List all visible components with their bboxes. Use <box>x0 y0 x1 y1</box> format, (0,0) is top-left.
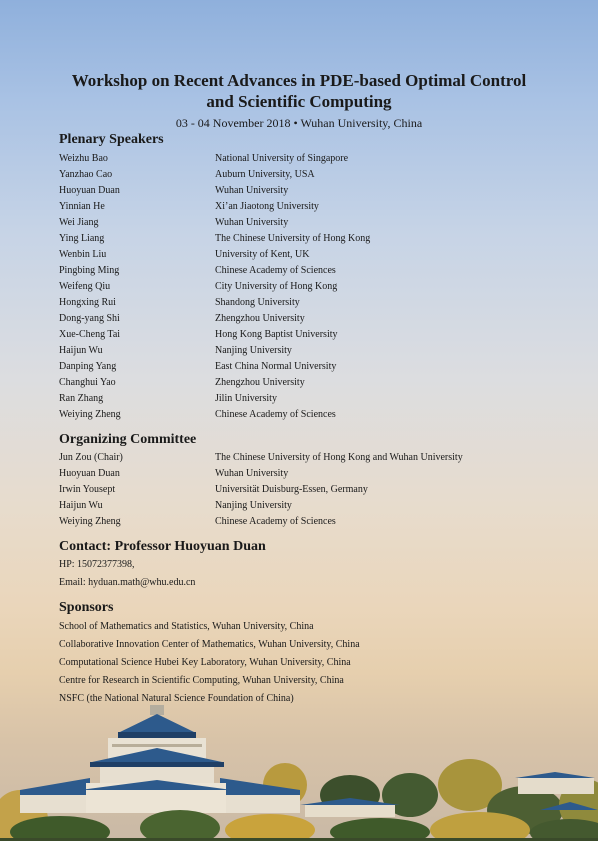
member-name: Jun Zou (Chair) <box>59 452 123 463</box>
speaker-affiliation: East China Normal University <box>215 361 337 372</box>
member-name: Irwin Yousept <box>59 484 116 495</box>
poster-title <box>20 70 578 112</box>
table-row <box>59 343 539 359</box>
speaker-name: Wei Jiang <box>59 217 99 228</box>
sponsors-list <box>59 618 539 708</box>
sponsor-item: Collaborative Innovation Center of Mathematics, Wuhan University, China <box>59 639 360 650</box>
speaker-name: Weifeng Qiu <box>59 281 111 292</box>
table-row <box>59 375 539 391</box>
speaker-name: Danping Yang <box>59 361 117 372</box>
speaker-affiliation: Chinese Academy of Sciences <box>215 265 336 276</box>
speaker-name: Changhui Yao <box>59 377 116 388</box>
sponsor-item: Centre for Research in Scientific Computing, Wuhan University, China <box>59 675 344 686</box>
table-row <box>59 151 539 167</box>
speaker-affiliation: Nanjing University <box>215 345 292 356</box>
speaker-affiliation: Chinese Academy of Sciences <box>215 409 336 420</box>
contact-heading: Contact: Professor Huoyuan Duan <box>59 539 266 554</box>
date-location: 03 - 04 November 2018 • Wuhan University, China <box>175 116 423 130</box>
committee-list <box>59 450 539 530</box>
table-row <box>59 359 539 375</box>
table-row <box>59 279 539 295</box>
member-affiliation: The Chinese University of Hong Kong and Wuhan University <box>215 452 463 463</box>
table-row <box>59 295 539 311</box>
speaker-affiliation: Auburn University, USA <box>215 169 315 180</box>
speaker-name: Xue-Cheng Tai <box>59 329 121 340</box>
table-row <box>59 482 539 498</box>
campus-building-illustration <box>0 700 598 841</box>
table-row <box>59 167 539 183</box>
sponsor-item: School of Mathematics and Statistics, Wuhan University, China <box>59 621 314 632</box>
speaker-affiliation: Jilin University <box>215 393 277 404</box>
speaker-name: Haijun Wu <box>59 345 103 356</box>
member-affiliation: Nanjing University <box>215 500 292 511</box>
main-pavilion <box>90 705 224 783</box>
speaker-name: Yinnian He <box>59 201 105 212</box>
table-row <box>59 311 539 327</box>
speaker-affiliation: University of Kent, UK <box>215 249 310 260</box>
speaker-name: Dong-yang Shi <box>59 313 120 324</box>
table-row <box>59 327 539 343</box>
speaker-name: Weizhu Bao <box>59 153 108 164</box>
speaker-affiliation: The Chinese University of Hong Kong <box>215 233 371 244</box>
speaker-affiliation: Zhengzhou University <box>215 313 305 324</box>
member-name: Haijun Wu <box>59 500 103 511</box>
speaker-name: Weiying Zheng <box>59 409 121 420</box>
plenary-heading: Plenary Speakers <box>59 132 164 147</box>
sponsors-heading: Sponsors <box>59 600 114 615</box>
sponsor-item: Computational Science Hubei Key Laboratory, Wuhan University, China <box>59 657 351 668</box>
speaker-name: Pingbing Ming <box>59 265 120 276</box>
speaker-affiliation: National University of Singapore <box>215 153 349 164</box>
committee-heading: Organizing Committee <box>59 432 197 447</box>
table-row <box>59 514 539 530</box>
speaker-affiliation: Hong Kong Baptist University <box>215 329 338 340</box>
contact-phone: HP: 15072377398, <box>59 559 135 570</box>
table-row <box>59 199 539 215</box>
member-affiliation: Universität Duisburg-Essen, Germany <box>215 484 368 495</box>
speaker-affiliation: Wuhan University <box>215 217 289 228</box>
table-row <box>59 466 539 482</box>
member-affiliation: Wuhan University <box>215 468 289 479</box>
speaker-name: Huoyuan Duan <box>59 185 120 196</box>
sponsor-item: NSFC (the National Natural Science Foundation of China) <box>59 693 294 704</box>
table-row <box>59 183 539 199</box>
speaker-affiliation: Shandong University <box>215 297 300 308</box>
title-line-2: and Scientific Computing <box>206 92 392 111</box>
table-row <box>59 407 539 423</box>
speaker-name: Hongxing Rui <box>59 297 116 308</box>
speaker-name: Ran Zhang <box>59 393 104 404</box>
speaker-name: Wenbin Liu <box>59 249 107 260</box>
contact-email: Email: hyduan.math@whu.edu.cn <box>59 577 196 588</box>
table-row <box>59 391 539 407</box>
member-name: Weiying Zheng <box>59 516 121 527</box>
speaker-name: Ying Liang <box>59 233 105 244</box>
title-line-1: Workshop on Recent Advances in PDE-based Optimal Control <box>71 71 527 90</box>
table-row <box>59 263 539 279</box>
table-row <box>59 215 539 231</box>
table-row <box>59 450 539 466</box>
speaker-affiliation: Zhengzhou University <box>215 377 305 388</box>
member-name: Huoyuan Duan <box>59 468 120 479</box>
member-affiliation: Chinese Academy of Sciences <box>215 516 336 527</box>
table-row <box>59 498 539 514</box>
speaker-affiliation: Xi’an Jiaotong University <box>215 201 319 212</box>
speaker-affiliation: City University of Hong Kong <box>215 281 338 292</box>
table-row <box>59 247 539 263</box>
table-row <box>59 231 539 247</box>
contact-lines <box>59 556 539 592</box>
speaker-affiliation: Wuhan University <box>215 185 289 196</box>
speaker-name: Yanzhao Cao <box>59 169 113 180</box>
plenary-list <box>59 151 539 423</box>
